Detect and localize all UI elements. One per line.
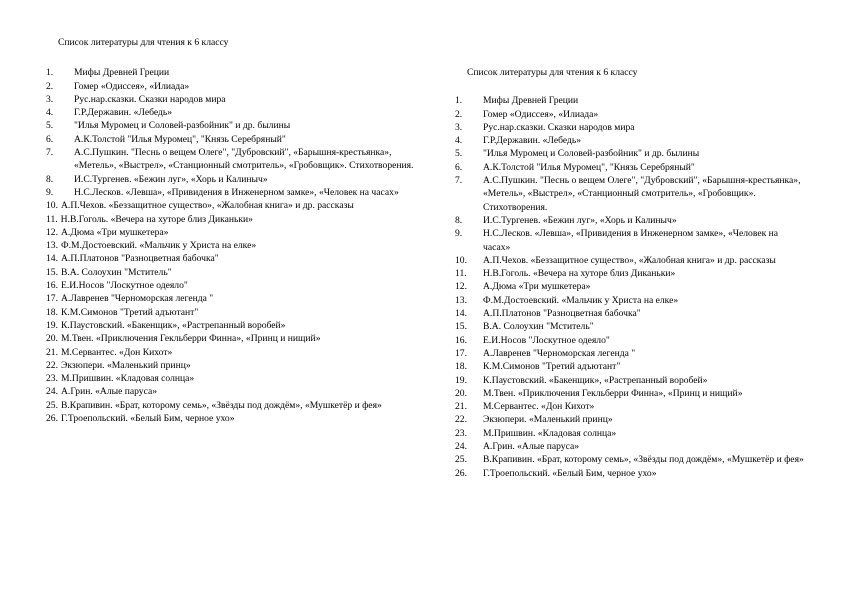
- list-item: 16. Е.И.Носов "Лоскутное одеяло": [46, 280, 188, 292]
- list-item: 14. А.П.Платонов "Разноцветная бабочка": [455, 308, 641, 320]
- list-item: 6. А.К.Толстой "Илья Муромец", "Князь Серебряный": [455, 161, 695, 173]
- list-item: 19. К.Паустовский. «Бакенщик», «Растрепанный воробей»: [46, 319, 286, 331]
- list-item: 8. И.С.Тургенев. «Бежин луг», «Хорь и Калиныч»: [455, 214, 677, 226]
- list-item: 18. К.М.Симонов "Третий адъютант": [455, 361, 621, 373]
- list-item: 7. А.С.Пушкин. "Песнь о вещем Олеге", "Дубровский", «Барышня-крестьянка», «Метель», «Выстрел», «Станционный смотритель», «Гробовщик». Стихотворения.: [46, 147, 414, 172]
- list-item: 6. А.К.Толстой "Илья Муромец", "Князь Серебряный": [46, 133, 286, 145]
- list-item: 9. Н.С.Лесков. «Левша», «Привидения в Инженерном замке», «Человек на часах»: [46, 186, 399, 198]
- list-item: 22. Экзюпери. «Маленький принц»: [455, 414, 613, 426]
- list-item: 1. Мифы Древней Греции: [46, 67, 170, 79]
- left-column: [46, 36, 416, 425]
- list-item: 4. Г.Р.Державин. «Лебедь»: [46, 107, 173, 119]
- list-item: 11. Н.В.Гоголь. «Вечера на хуторе близ Диканьки»: [455, 268, 676, 280]
- right-column: [455, 66, 805, 480]
- list-item: 9. Н.С.Лесков. «Левша», «Привидения в Инженерном замке», «Человек на часах»: [455, 228, 779, 253]
- list-item: 23. М.Пришвин. «Кладовая солнца»: [46, 373, 195, 385]
- list-item: 11. Н.В.Гоголь. «Вечера на хуторе близ Диканьки»: [46, 213, 253, 225]
- list-item: 13. Ф.М.Достоевский. «Мальчик у Христа на елке»: [455, 294, 679, 306]
- list-item: 23. М.Пришвин. «Кладовая солнца»: [455, 427, 617, 439]
- list-item: 10. А.П.Чехов. «Беззащитное существо», «Жалобная книга» и др. рассказы: [455, 254, 776, 266]
- list-item: 20. М.Твен. «Приключения Гекльберри Финна», «Принц и нищий»: [46, 333, 321, 345]
- list-item: 3. Рус.нар.сказки. Сказки народов мира: [46, 93, 226, 105]
- list-item: 25. В.Крапивин. «Брат, которому семь», «Звёзды под дождём», «Мушкетёр и фея»: [46, 399, 382, 411]
- page-title: Список литературы для чтения к 6 классу: [58, 37, 229, 48]
- list-item: 21. М.Сервантес. «Дон Кихот»: [455, 401, 595, 413]
- list-item: 17. А.Лавренев "Черноморская легенда ": [46, 293, 214, 305]
- list-item: 5. "Илья Муромец и Соловей-разбойник" и др. былины: [455, 148, 700, 160]
- list-item: 13. Ф.М.Достоевский. «Мальчик у Христа на елке»: [46, 240, 257, 252]
- list-item: 21. М.Сервантес. «Дон Кихот»: [46, 346, 173, 358]
- list-item: 15. В.А. Солоухин "Мститель": [46, 266, 172, 278]
- list-item: 22. Экзюпери. «Маленький принц»: [46, 359, 191, 371]
- list-item: 3. Рус.нар.сказки. Сказки народов мира: [455, 121, 635, 133]
- list-item: 4. Г.Р.Державин. «Лебедь»: [455, 135, 582, 147]
- list-item: 7. А.С.Пушкин. "Песнь о вещем Олеге", "Дубровский", «Барышня-крестьянка», «Метель», «Выстрел», «Станционный смотритель», «Гробовщик». Стихотворения.: [455, 175, 801, 213]
- list-item: 17. А.Лавренев "Черноморская легенда ": [455, 347, 636, 359]
- list-item: 25. В.Крапивин. «Брат, которому семь», «Звёзды под дождём», «Мушкетёр и фея»: [455, 454, 804, 466]
- list-item: 2. Гомер «Одиссея», «Илиада»: [455, 108, 599, 120]
- book-list: [46, 66, 416, 425]
- page-title-copy: Список литературы для чтения к 6 классу: [467, 67, 638, 78]
- list-item: 12. А.Дюма «Три мушкетера»: [455, 281, 591, 293]
- list-item: 5. "Илья Муромец и Соловей-разбойник" и др. былины: [46, 120, 291, 132]
- list-item: 15. В.А. Солоухин "Мститель": [455, 321, 594, 333]
- list-item: 1. Мифы Древней Греции: [455, 95, 579, 107]
- list-item: 24. А.Грин. «Алые паруса»: [455, 441, 580, 453]
- list-item: 26. Г.Троепольский. «Белый Бим, черное ухо»: [455, 467, 657, 479]
- list-item: 18. К.М.Симонов "Третий адъютант": [46, 306, 199, 318]
- list-item: 10. А.П.Чехов. «Беззащитное существо», «Жалобная книга» и др. рассказы: [46, 200, 354, 212]
- list-item: 20. М.Твен. «Приключения Гекльберри Финна», «Принц и нищий»: [455, 387, 743, 399]
- list-item: 24. А.Грин. «Алые паруса»: [46, 386, 158, 398]
- list-item: 12. А.Дюма «Три мушкетера»: [46, 226, 169, 238]
- list-item: 16. Е.И.Носов "Лоскутное одеяло": [455, 334, 610, 346]
- list-item: 19. К.Паустовский. «Бакенщик», «Растрепанный воробей»: [455, 374, 708, 386]
- book-list-copy: [455, 94, 805, 480]
- list-item: 2. Гомер «Одиссея», «Илиада»: [46, 80, 190, 92]
- list-item: 8. И.С.Тургенев. «Бежин луг», «Хорь и Калиныч»: [46, 173, 268, 185]
- list-item: 26. Г.Троепольский. «Белый Бим, черное ухо»: [46, 413, 235, 425]
- list-item: 14. А.П.Платонов "Разноцветная бабочка": [46, 253, 219, 265]
